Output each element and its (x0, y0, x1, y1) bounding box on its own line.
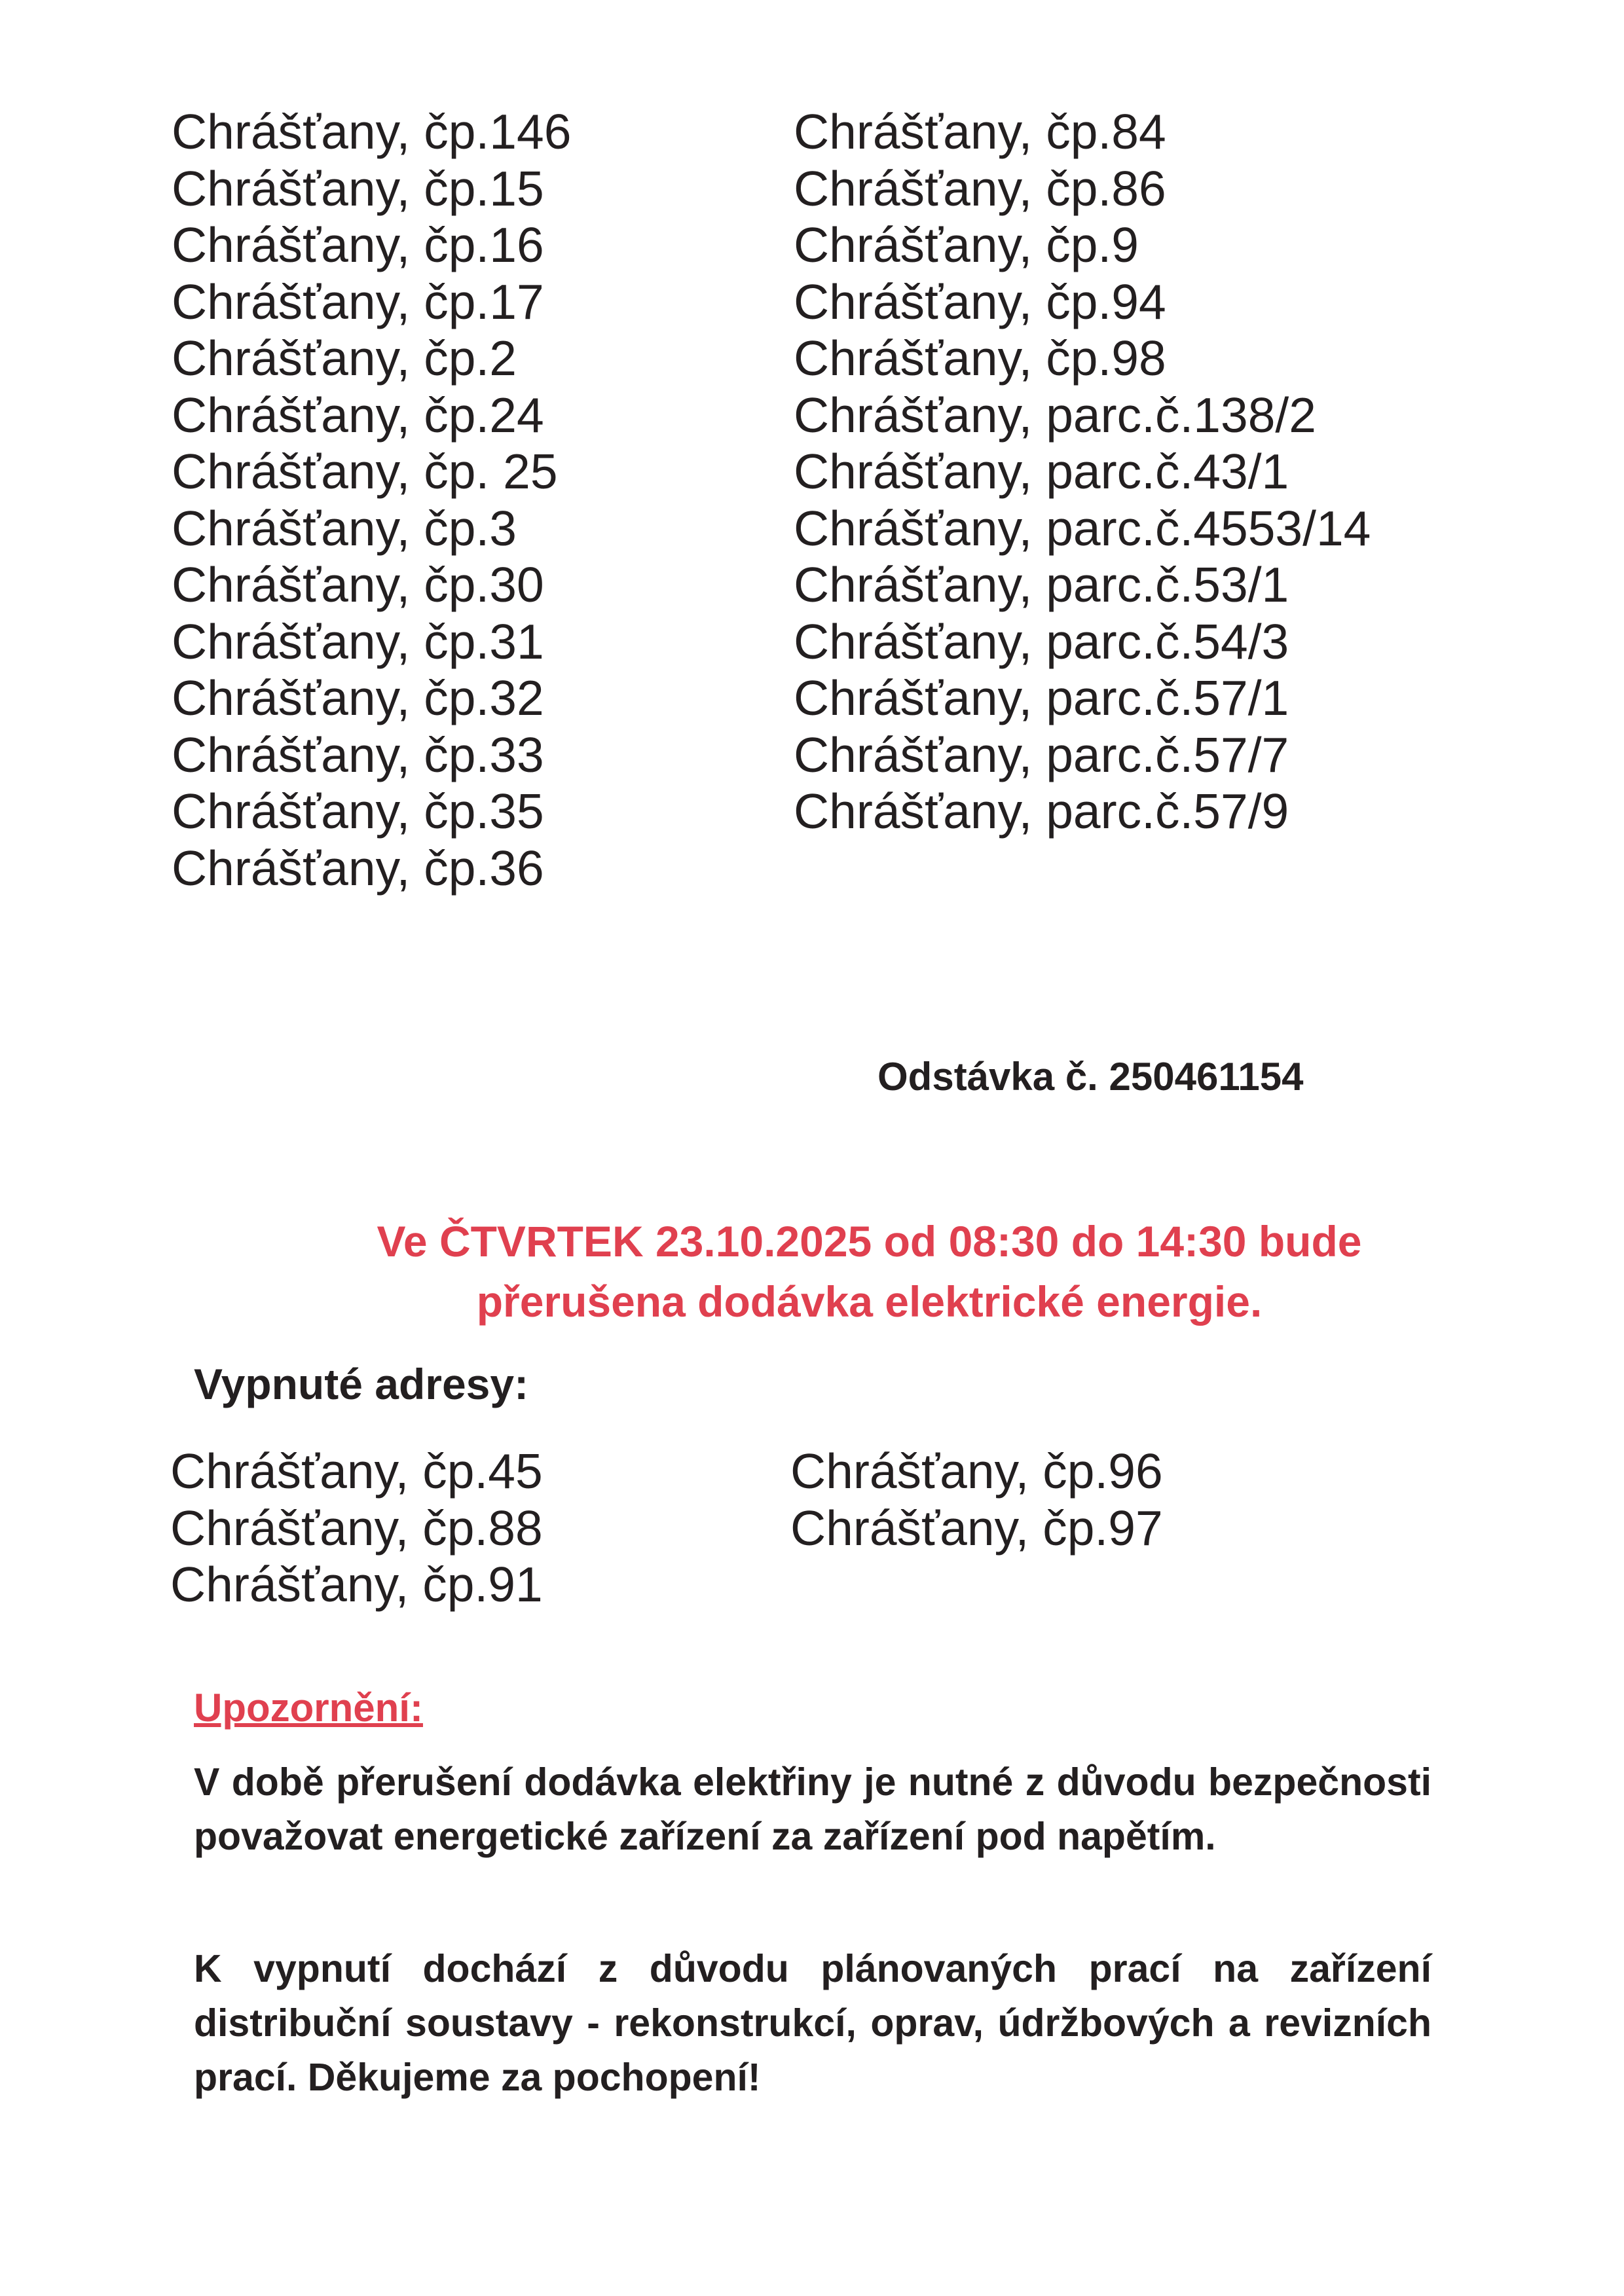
notice-paragraph-reason: K vypnutí dochází z důvodu plánovaných prací na zařízení distribuční soustavy - rekonstrukcí, oprav, údržbových a revizních prací. Děkujeme za pochopení! (194, 1947, 1431, 2099)
address-item: Chrášťany, čp.36 (172, 840, 544, 896)
address-item: Chrášťany, čp.96 (790, 1444, 1163, 1499)
address-item: Chrášťany, čp.97 (790, 1500, 1163, 1556)
address-item: Chrášťany, čp.91 (170, 1557, 543, 1612)
notice-paragraph-safety: V době přerušení dodávka elektřiny je nutné z důvodu bezpečnosti považovat energetické zařízení za zařízení pod napětím. (194, 1760, 1431, 1858)
address-item: Chrášťany, čp.86 (794, 160, 1166, 216)
announcement-line-1: Ve ČTVRTEK 23.10.2025 od 08:30 do 14:30 bude (377, 1217, 1362, 1266)
address-item: Chrášťany, čp.94 (794, 274, 1166, 329)
address-item: Chrášťany, čp.31 (172, 613, 544, 669)
address-item: Chrášťany, čp.16 (172, 217, 544, 272)
address-item: Chrášťany, čp.15 (172, 160, 544, 216)
address-item: Chrášťany, čp.146 (172, 104, 572, 159)
address-item: Chrášťany, parc.č.57/9 (794, 784, 1289, 839)
address-item: Chrášťany, čp.17 (172, 274, 544, 329)
address-item: Chrášťany, čp.45 (170, 1444, 543, 1499)
address-item: Chrášťany, čp.32 (172, 670, 544, 725)
address-item: Chrášťany, parc.č.57/1 (794, 670, 1289, 725)
address-item: Chrášťany, čp.9 (794, 217, 1139, 272)
top-address-list-left (172, 103, 571, 896)
bottom-address-list-right (790, 1443, 1163, 1556)
address-item: Chrášťany, parc.č.4553/14 (794, 500, 1371, 556)
address-item: Chrášťany, parc.č.138/2 (794, 387, 1316, 443)
address-item: Chrášťany, čp.3 (172, 500, 517, 556)
top-address-list-right (794, 103, 1371, 840)
outage-number: Odstávka č. 250461154 (877, 1055, 1304, 1099)
announcement-line-2: přerušena dodávka elektrické energie. (476, 1277, 1263, 1326)
address-item: Chrášťany, čp.35 (172, 784, 544, 839)
address-item: Chrášťany, čp.2 (172, 331, 517, 386)
address-item: Chrášťany, čp.33 (172, 727, 544, 782)
address-item: Chrášťany, čp.88 (170, 1500, 543, 1556)
address-item: Chrášťany, parc.č.53/1 (794, 557, 1289, 612)
address-item: Chrášťany, čp.98 (794, 331, 1166, 386)
address-item: Chrášťany, čp.84 (794, 104, 1166, 159)
bottom-address-list-left (170, 1443, 543, 1613)
address-item: Chrášťany, čp.30 (172, 557, 544, 612)
addresses-heading: Vypnuté adresy: (194, 1360, 529, 1408)
address-item: Chrášťany, parc.č.57/7 (794, 727, 1289, 782)
address-item: Chrášťany, parc.č.54/3 (794, 613, 1289, 669)
notice-heading: Upozornění: (194, 1686, 423, 1730)
address-item: Chrášťany, parc.č.43/1 (794, 444, 1289, 499)
address-item: Chrášťany, čp.24 (172, 387, 544, 443)
outage-announcement (0, 1211, 1624, 1332)
address-item: Chrášťany, čp. 25 (172, 444, 558, 499)
